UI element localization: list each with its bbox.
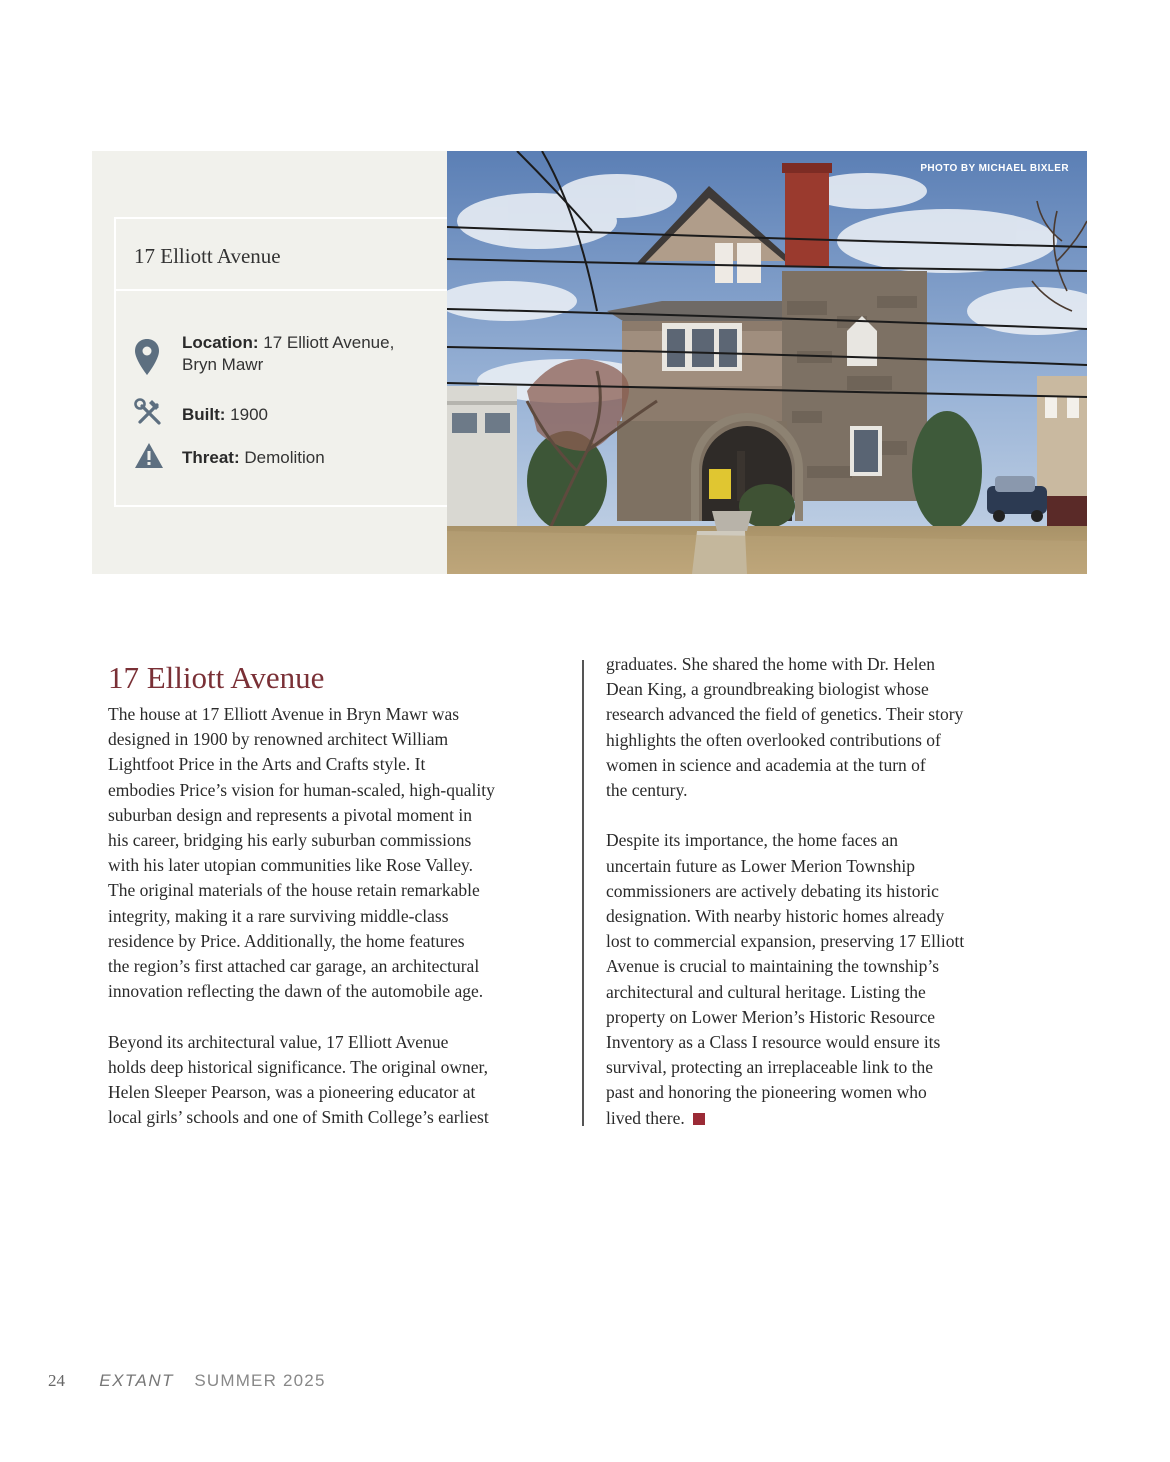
- text-line: graduates. She shared the home with Dr. Helen: [606, 654, 936, 674]
- text-line: innovation reflecting the dawn of the automobile age.: [108, 981, 484, 1002]
- text-line: property on Lower Merion’s Historic Resource: [606, 1006, 936, 1027]
- text-line: commissioners are actively debating its historic: [606, 880, 939, 901]
- fact-built-label: Built:: [182, 405, 226, 424]
- fact-threat-value: Demolition: [244, 448, 325, 467]
- text-line: research advanced the field of genetics. Their story: [606, 704, 964, 725]
- left-paragraph-1: [108, 702, 578, 1004]
- feature-panel: [92, 151, 1087, 574]
- left-paragraph-2: [108, 1030, 578, 1131]
- right-paragraph-2: [606, 828, 1076, 1130]
- text-line: Inventory as a Class I resource would ensure its: [606, 1032, 941, 1053]
- text-line: highlights the often overlooked contributions of: [606, 729, 941, 750]
- text-line: lived there.: [606, 1107, 685, 1128]
- fact-location-value-line2: Bryn Mawr: [182, 355, 264, 374]
- warning-icon: [134, 442, 164, 475]
- text-line: The house at 17 Elliott Avenue in Bryn Mawr was: [108, 704, 460, 724]
- info-box: [114, 217, 447, 507]
- text-line: his career, bridging his early suburban commissions: [108, 830, 472, 851]
- end-mark-square: [693, 1113, 705, 1125]
- photo-credit: PHOTO BY MICHAEL BIXLER: [920, 163, 1069, 174]
- fact-built-value: 1900: [230, 405, 268, 424]
- fact-location-label: Location:: [182, 333, 259, 352]
- text-line: women in science and academia at the turn of: [606, 754, 926, 775]
- text-line: local girls’ schools and one of Smith College’s earliest: [108, 1107, 489, 1128]
- article-title: 17 Elliott Avenue: [108, 660, 325, 695]
- fact-location-text: [182, 332, 442, 376]
- text-line: designed in 1900 by renowned architect William: [108, 729, 449, 750]
- text-line: Dean King, a groundbreaking biologist whose: [606, 679, 929, 700]
- column-divider: [582, 660, 584, 1126]
- text-line: designation. With nearby historic homes already: [606, 906, 945, 927]
- right-paragraph-1: [606, 652, 1076, 803]
- page-footer: [48, 1371, 326, 1391]
- fact-built-text: [182, 404, 442, 426]
- column-left: [108, 702, 578, 1156]
- fact-location-value: 17 Elliott Avenue,: [263, 333, 395, 352]
- text-line: uncertain future as Lower Merion Township: [606, 855, 915, 876]
- fact-threat-text: [182, 447, 442, 469]
- text-line: survival, protecting an irreplaceable link to the: [606, 1057, 934, 1078]
- text-line: Helen Sleeper Pearson, was a pioneering educator at: [108, 1082, 476, 1103]
- text-line: the century.: [606, 780, 688, 801]
- text-line: past and honoring the pioneering women who: [606, 1082, 927, 1103]
- text-line: holds deep historical significance. The original owner,: [108, 1056, 488, 1077]
- column-right: [606, 652, 1076, 1156]
- fact-threat-label: Threat:: [182, 448, 240, 467]
- text-line: Despite its importance, the home faces an: [606, 830, 899, 851]
- magazine-name: EXTANT: [99, 1371, 175, 1390]
- text-line: Lightfoot Price in the Arts and Crafts style. It: [108, 754, 426, 775]
- text-line: Beyond its architectural value, 17 Elliott Avenue: [108, 1031, 449, 1052]
- map-pin-icon: [134, 338, 160, 382]
- text-line: integrity, making it a rare surviving middle-class: [108, 905, 449, 926]
- hammer-wrench-icon: [134, 398, 164, 434]
- text-line: lost to commercial expansion, preserving 17 Elliott: [606, 931, 965, 952]
- text-line: architectural and cultural heritage. Listing the: [606, 981, 926, 1002]
- text-line: The original materials of the house retain remarkable: [108, 880, 480, 901]
- text-line: Avenue is crucial to maintaining the township’s: [606, 956, 940, 977]
- page-number: 24: [48, 1371, 65, 1390]
- text-line: the region’s first attached car garage, an architectural: [108, 956, 480, 977]
- text-line: suburban design and represents a pivotal moment in: [108, 804, 473, 825]
- issue-date: SUMMER 2025: [194, 1371, 326, 1390]
- text-line: residence by Price. Additionally, the home features: [108, 930, 465, 951]
- info-box-title: 17 Elliott Avenue: [116, 219, 447, 291]
- text-line: with his later utopian communities like Rose Valley.: [108, 855, 474, 876]
- text-line: embodies Price’s vision for human-scaled, high-quality: [108, 779, 495, 800]
- house-photo: [447, 151, 1087, 574]
